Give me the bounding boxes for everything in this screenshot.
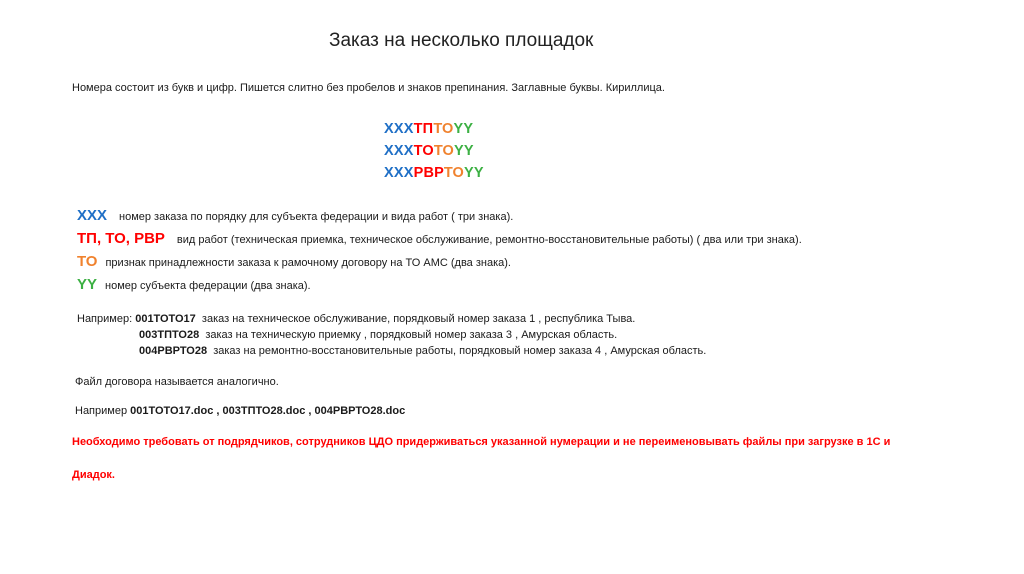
example-row bbox=[139, 345, 706, 357]
code-part-xxx: XXX bbox=[384, 165, 414, 181]
code-part-to: ТО bbox=[433, 121, 454, 137]
example-desc: заказ на ремонтно-восстановительные работы, порядковый номер заказа 4 , Амурская область. bbox=[213, 345, 707, 357]
page-title: Заказ на несколько площадок bbox=[329, 30, 594, 51]
code-part-to: ТО bbox=[433, 143, 454, 159]
example-code: 004РВРТО28 bbox=[139, 345, 208, 357]
code-part-yy: YY bbox=[464, 165, 484, 181]
example-code: 001ТОТО17 bbox=[135, 313, 196, 325]
legend-term: YY bbox=[77, 276, 98, 293]
code-part-yy: YY bbox=[454, 143, 474, 159]
legend-desc: номер субъекта федерации (два знака). bbox=[105, 280, 311, 292]
code-format-rvr bbox=[384, 165, 484, 181]
legend-to bbox=[77, 253, 511, 270]
legend-desc: вид работ (техническая приемка, техническое обслуживание, ремонтно-восстановительные работы) ( два или три знака). bbox=[176, 234, 802, 246]
code-part-type: ТО bbox=[413, 143, 434, 159]
legend-term: ТП, ТО, РВР bbox=[77, 230, 165, 247]
file-example-prefix: Например bbox=[75, 405, 128, 417]
example-desc: заказ на техническую приемку , порядковый номер заказа 3 , Амурская область. bbox=[205, 329, 618, 341]
legend-term: XXX bbox=[77, 207, 108, 224]
code-part-type: ТП bbox=[413, 121, 434, 137]
file-example-names: 001ТОТО17.doc , 003ТПТО28.doc , 004РВРТО28.doc bbox=[130, 405, 406, 417]
code-part-yy: YY bbox=[453, 121, 474, 137]
example-row bbox=[139, 329, 617, 341]
example-row bbox=[77, 313, 635, 325]
warning-line-1: Необходимо требовать от подрядчиков, сотрудников ЦДО придерживаться указанной нумерации и не переименовывать файлы при загрузке в 1С и bbox=[72, 436, 891, 448]
code-format-tp bbox=[384, 121, 473, 137]
file-note: Файл договора называется аналогично. bbox=[75, 376, 279, 388]
warning-line-2: Диадок. bbox=[72, 469, 115, 481]
code-format-to bbox=[384, 143, 474, 159]
code-part-xxx: XXX bbox=[384, 121, 414, 137]
code-part-to: ТО bbox=[443, 165, 465, 181]
code-part-type: РВР bbox=[413, 165, 444, 181]
example-code: 003ТПТО28 bbox=[139, 329, 200, 341]
legend-term: ТО bbox=[77, 253, 98, 270]
legend-work-type bbox=[77, 230, 802, 247]
file-example bbox=[75, 405, 405, 417]
legend-yy bbox=[77, 276, 311, 293]
example-prefix: Например: bbox=[77, 313, 133, 325]
intro-text: Номера состоит из букв и цифр. Пишется слитно без пробелов и знаков препинания. Заглавные буквы. Кириллица. bbox=[72, 82, 665, 94]
example-desc: заказ на техническое обслуживание, порядковый номер заказа 1 , республика Тыва. bbox=[201, 313, 636, 325]
legend-desc: признак принадлежности заказа к рамочному договору на ТО АМС (два знака). bbox=[105, 257, 511, 269]
legend-xxx bbox=[77, 207, 513, 224]
legend-desc: номер заказа по порядку для субъекта федерации и вида работ ( три знака). bbox=[119, 211, 514, 223]
code-part-xxx: XXX bbox=[384, 143, 414, 159]
